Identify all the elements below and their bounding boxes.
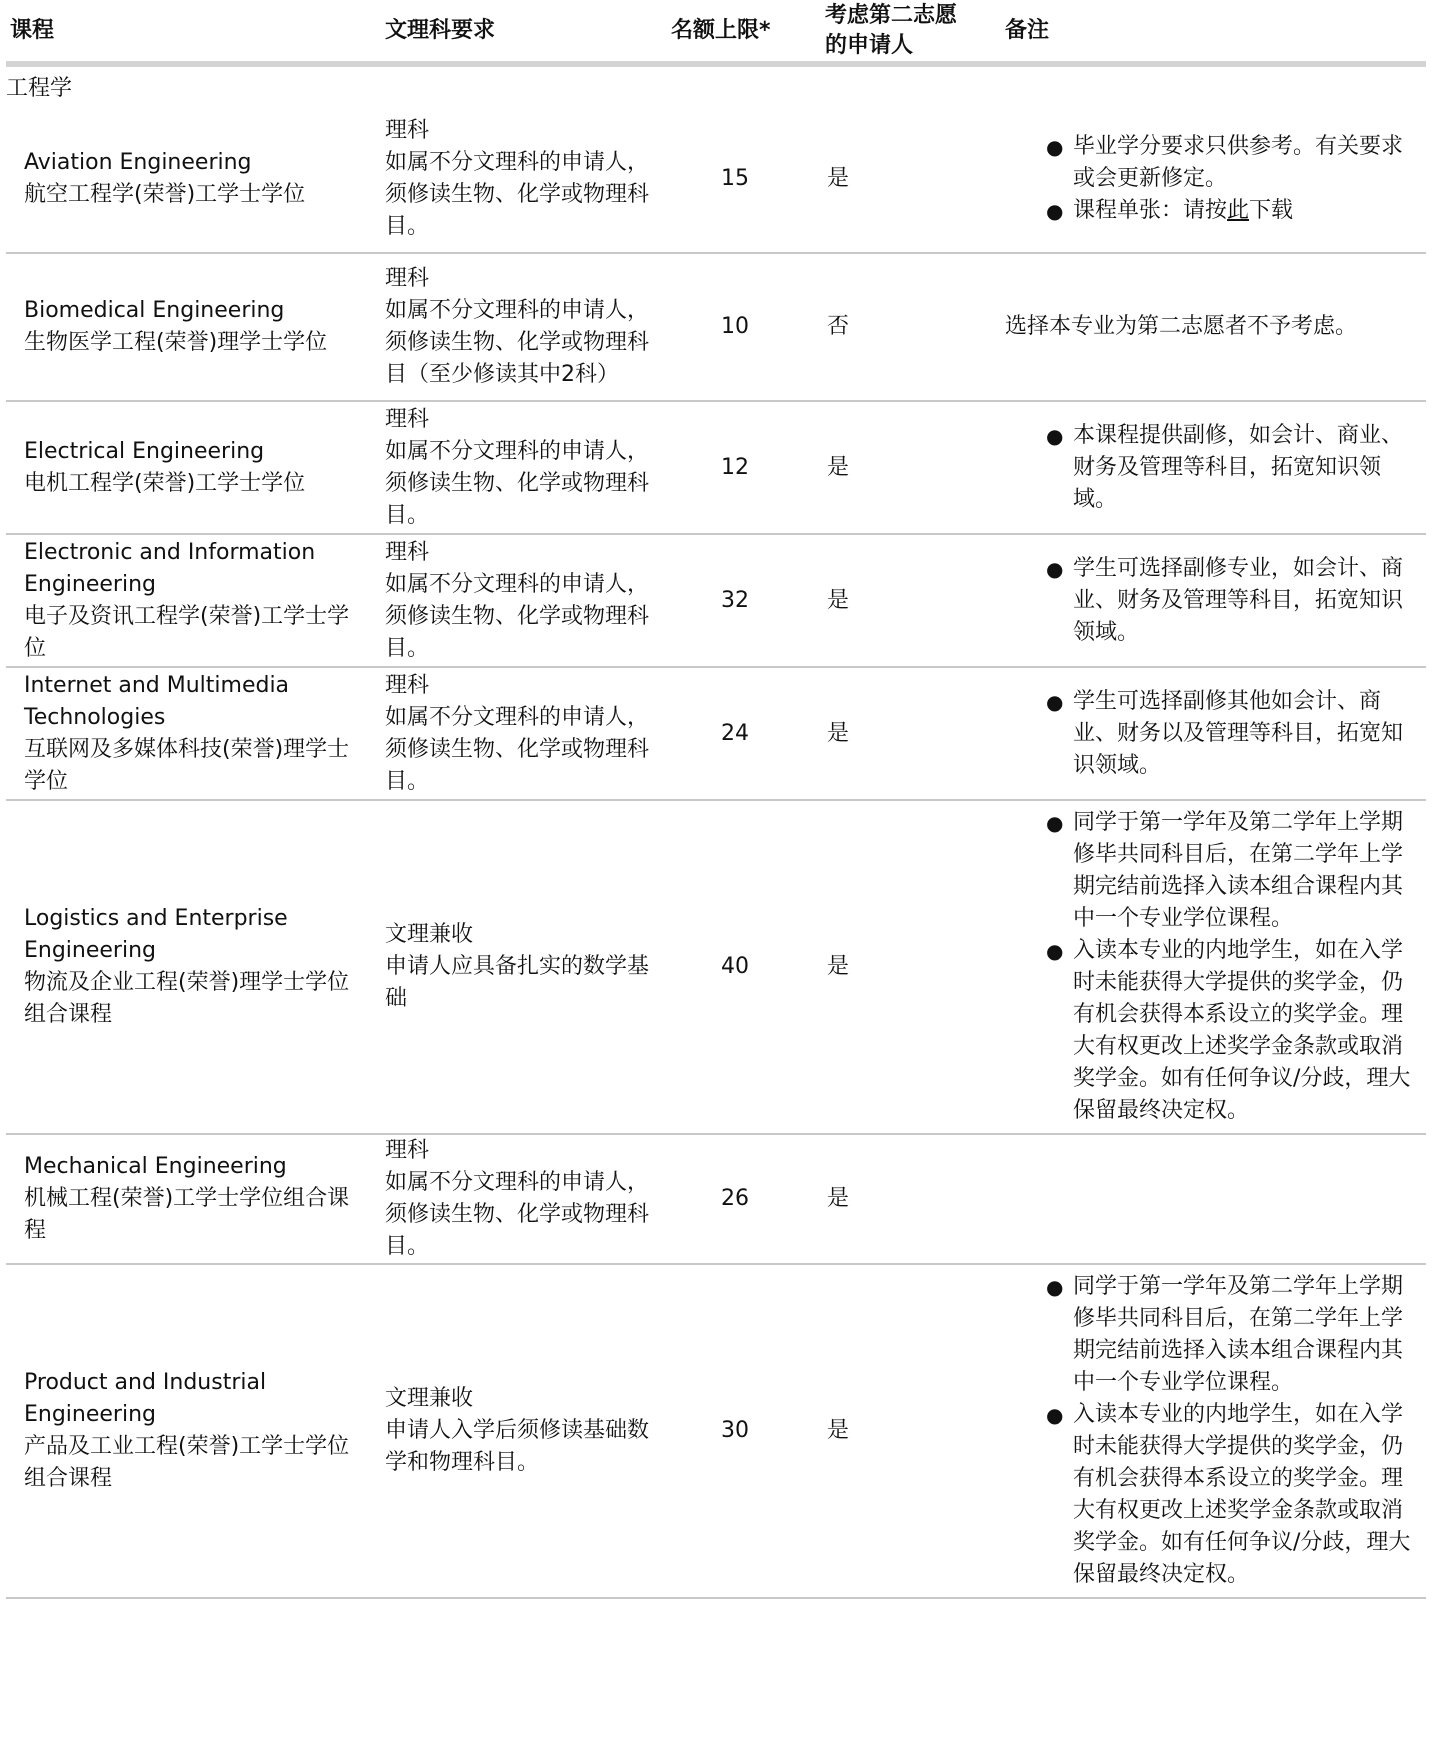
notes-list <box>1001 1271 1412 1591</box>
note-text: 同学于第一学年及第二学年上学期修毕共同科目后，在第二学年上学期完结前选择入读本组合课程内其中一个专业学位课程。 <box>1073 1274 1404 1395</box>
course-name-en: Logistics and Enterprise Engineering <box>24 906 288 963</box>
note-text: 学生可选择副修专业，如会计、商业、财务及管理等科目，拓宽知识领域。 <box>1073 555 1404 645</box>
bullet-icon: ● <box>1046 134 1064 159</box>
notes-list <box>1001 131 1412 227</box>
course-name-zh: 航空工程学(荣誉)工学士学位 <box>24 181 306 207</box>
note-item <box>1046 686 1412 782</box>
course-cell <box>6 1264 381 1598</box>
notes-cell <box>1001 105 1426 253</box>
note-item <box>1046 1399 1412 1591</box>
requirement-detail: 如属不分文理科的申请人，须修读生物、化学或物理科目。 <box>385 571 650 661</box>
section-title: 工程学 <box>6 76 73 101</box>
notes-list <box>1001 807 1412 1127</box>
header-course: 课程 <box>6 0 381 64</box>
second-choice-cell: 是 <box>821 667 1001 800</box>
course-name-zh: 产品及工业工程(荣誉)工学士学位组合课程 <box>24 1434 350 1491</box>
note-text: 同学于第一学年及第二学年上学期修毕共同科目后，在第二学年上学期完结前选择入读本组合课程内其中一个专业学位课程。 <box>1073 810 1404 931</box>
note-text: 毕业学分要求只供参考。有关要求或会更新修定。 <box>1073 133 1404 191</box>
table-row <box>6 800 1426 1134</box>
header-requirement: 文理科要求 <box>381 0 671 64</box>
bullet-icon: ● <box>1046 1275 1064 1299</box>
second-choice-cell: 是 <box>821 1264 1001 1598</box>
quota-cell: 26 <box>671 1134 821 1264</box>
bullet-icon: ● <box>1046 198 1064 223</box>
notes-cell <box>1001 1134 1426 1264</box>
course-cell <box>6 105 381 253</box>
second-choice-cell: 是 <box>821 1134 1001 1264</box>
requirement-detail: 申请人入学后须修读基础数学和物理科目。 <box>385 1418 650 1475</box>
requirement-cell <box>381 800 671 1134</box>
table-row <box>6 253 1426 401</box>
download-link[interactable]: 此 <box>1227 197 1250 223</box>
note-item <box>1046 1271 1412 1399</box>
header-quota: 名额上限* <box>671 0 821 64</box>
requirement-stream: 理科 <box>385 672 430 698</box>
course-name-en: Internet and Multimedia Technologies <box>24 672 290 730</box>
notes-list <box>1001 686 1412 782</box>
quota-cell: 32 <box>671 534 821 667</box>
course-cell <box>6 800 381 1134</box>
course-name-en: Product and Industrial Engineering <box>24 1370 267 1427</box>
requirement-cell <box>381 105 671 253</box>
second-choice-cell: 否 <box>821 253 1001 401</box>
requirement-detail: 申请人应具备扎实的数学基础 <box>385 954 650 1011</box>
header-second-choice-line1: 考虑第二志愿 <box>825 2 958 28</box>
header-second-choice <box>821 0 1001 64</box>
table-row <box>6 105 1426 253</box>
course-name-zh: 物流及企业工程(荣誉)理学士学位组合课程 <box>24 970 350 1027</box>
course-cell <box>6 667 381 800</box>
course-name-en: Biomedical Engineering <box>24 298 285 323</box>
bullet-icon: ● <box>1046 811 1064 835</box>
requirement-detail: 如属不分文理科的申请人，须修读生物、化学或物理科目。 <box>385 1170 650 1259</box>
second-choice-cell: 是 <box>821 800 1001 1134</box>
course-name-zh: 互联网及多媒体科技(荣誉)理学士学位 <box>24 736 350 794</box>
bullet-icon: ● <box>1046 689 1064 714</box>
second-choice-cell: 是 <box>821 534 1001 667</box>
bullet-icon: ● <box>1046 556 1064 581</box>
requirement-stream: 理科 <box>385 117 430 143</box>
note-text: 本课程提供副修，如会计、商业、财务及管理等科目，拓宽知识领域。 <box>1073 422 1404 512</box>
course-name-zh: 电子及资讯工程学(荣誉)工学士学位 <box>24 603 350 661</box>
requirement-detail: 如属不分文理科的申请人，须修读生物、化学或物理科目。 <box>385 149 650 239</box>
bullet-icon: ● <box>1046 939 1064 963</box>
requirement-cell <box>381 534 671 667</box>
notes-cell <box>1001 401 1426 534</box>
note-text: 选择本专业为第二志愿者不予考虑。 <box>1005 314 1358 339</box>
requirement-cell <box>381 1264 671 1598</box>
table-row <box>6 1264 1426 1598</box>
quota-cell: 10 <box>671 253 821 401</box>
requirement-stream: 文理兼收 <box>385 1386 474 1411</box>
quota-cell: 24 <box>671 667 821 800</box>
requirement-cell <box>381 401 671 534</box>
second-choice-cell: 是 <box>821 105 1001 253</box>
requirement-cell <box>381 1134 671 1264</box>
programme-table <box>6 0 1426 1599</box>
table-row <box>6 667 1426 800</box>
table-row <box>6 401 1426 534</box>
requirement-detail: 如属不分文理科的申请人，须修读生物、化学或物理科目。 <box>385 704 650 794</box>
table-row <box>6 534 1426 667</box>
quota-cell: 30 <box>671 1264 821 1598</box>
course-cell <box>6 253 381 401</box>
requirement-detail: 如属不分文理科的申请人，须修读生物、化学或物理科目（至少修读其中2科） <box>385 298 650 387</box>
note-link-prefix: 课程单张：请按 <box>1073 197 1228 223</box>
notes-cell <box>1001 800 1426 1134</box>
course-cell <box>6 534 381 667</box>
course-cell <box>6 401 381 534</box>
note-item <box>1046 420 1412 516</box>
requirement-stream: 理科 <box>385 539 430 565</box>
course-name-zh: 生物医学工程(荣誉)理学士学位 <box>24 330 328 355</box>
note-text: 入读本专业的内地学生，如在入学时未能获得大学提供的奖学金，仍有机会获得本系设立的奖学金。理大有权更改上述奖学金条款或取消奖学金。如有任何争议/分歧，理大保留最终决定权。 <box>1073 938 1411 1123</box>
note-item-download <box>1046 195 1412 227</box>
requirement-stream: 文理兼收 <box>385 922 474 947</box>
requirement-stream: 理科 <box>385 266 430 291</box>
notes-list <box>1001 553 1412 649</box>
note-link-suffix: 下载 <box>1249 197 1294 223</box>
bullet-icon: ● <box>1046 423 1064 448</box>
header-second-choice-line2: 的申请人 <box>825 32 914 58</box>
course-name-en: Mechanical Engineering <box>24 1154 287 1179</box>
notes-cell <box>1001 534 1426 667</box>
note-item <box>1046 553 1412 649</box>
requirement-cell <box>381 667 671 800</box>
note-item <box>1046 807 1412 935</box>
requirement-stream: 理科 <box>385 406 430 432</box>
note-text: 学生可选择副修其他如会计、商业、财务以及管理等科目，拓宽知识领域。 <box>1073 688 1404 778</box>
requirement-detail: 如属不分文理科的申请人，须修读生物、化学或物理科目。 <box>385 438 650 528</box>
second-choice-cell: 是 <box>821 401 1001 534</box>
course-name-zh: 机械工程(荣誉)工学士学位组合课程 <box>24 1186 350 1243</box>
table-row <box>6 1134 1426 1264</box>
notes-cell <box>1001 1264 1426 1598</box>
note-item <box>1046 935 1412 1127</box>
notes-list <box>1001 420 1412 516</box>
course-cell <box>6 1134 381 1264</box>
bullet-icon: ● <box>1046 1403 1064 1427</box>
course-name-en: Electrical Engineering <box>24 438 265 464</box>
quota-cell: 40 <box>671 800 821 1134</box>
course-name-en: Aviation Engineering <box>24 149 252 175</box>
course-name-en: Electronic and Information Engineering <box>24 539 316 597</box>
notes-cell <box>1001 253 1426 401</box>
requirement-stream: 理科 <box>385 1138 430 1163</box>
note-item <box>1046 131 1412 195</box>
course-name-zh: 电机工程学(荣誉)工学士学位 <box>24 470 306 496</box>
requirement-cell <box>381 253 671 401</box>
note-text: 入读本专业的内地学生，如在入学时未能获得大学提供的奖学金，仍有机会获得本系设立的奖学金。理大有权更改上述奖学金条款或取消奖学金。如有任何争议/分歧，理大保留最终决定权。 <box>1073 1402 1411 1587</box>
quota-cell: 12 <box>671 401 821 534</box>
quota-cell: 15 <box>671 105 821 253</box>
notes-cell <box>1001 667 1426 800</box>
header-notes: 备注 <box>1001 0 1426 64</box>
table-header <box>6 0 1426 64</box>
table-body <box>6 105 1426 1598</box>
